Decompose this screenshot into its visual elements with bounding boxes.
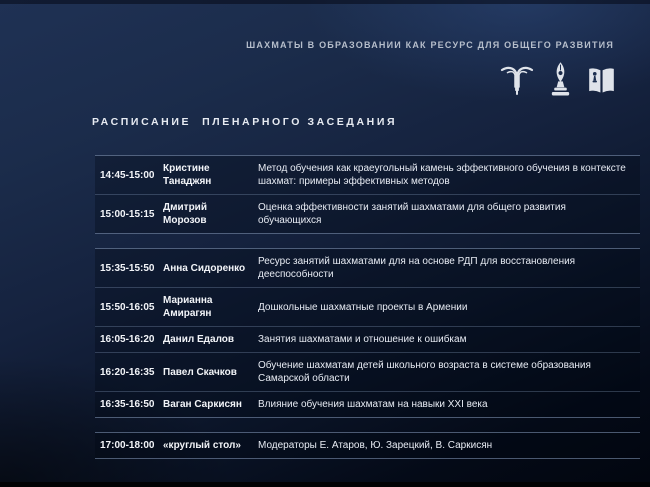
- time-cell: 14:45-15:00: [100, 169, 155, 181]
- schedule-group-1: [95, 155, 640, 234]
- schedule-group-2: [95, 248, 640, 418]
- schedule-table: [95, 155, 640, 473]
- schedule-row: [95, 287, 640, 326]
- time-cell: 15:35-15:50: [100, 262, 155, 274]
- speaker-cell: Павел Скачков: [163, 366, 237, 378]
- topic-cell: Занятия шахматами и отношение к ошибкам: [258, 334, 467, 345]
- schedule-row: [95, 352, 640, 391]
- topic-cell: Ресурс занятий шахматами для на основе РДП для восстановления дееспособности: [258, 256, 576, 280]
- schedule-row: [95, 391, 640, 417]
- schedule-row: [95, 156, 640, 194]
- top-shade-bar: [0, 0, 650, 4]
- schedule-row: [95, 249, 640, 287]
- speaker-cell: Дмитрий Морозов: [163, 202, 207, 226]
- schedule-row: [95, 433, 640, 458]
- topic-cell: Дошкольные шахматные проекты в Армении: [258, 301, 468, 313]
- speaker-cell: Ваган Саркисян: [163, 399, 242, 410]
- schedule-group-3: [95, 432, 640, 459]
- open-book-pawn-icon: [586, 65, 617, 98]
- logo-row: [499, 60, 617, 98]
- time-cell: 16:05-16:20: [100, 334, 155, 345]
- pen-nib-icon: [548, 61, 573, 98]
- speaker-cell: «круглый стол»: [163, 440, 241, 451]
- topic-cell: Модераторы Е. Атаров, Ю. Зарецкий, В. Саркисян: [258, 440, 493, 451]
- schedule-row: [95, 194, 640, 233]
- section-heading: РАСПИСАНИЕ ПЛЕНАРНОГО ЗАСЕДАНИЯ: [92, 116, 398, 128]
- speaker-cell: Марианна Амирагян: [163, 295, 213, 319]
- speaker-cell: Данил Едалов: [163, 334, 235, 345]
- schedule-row: [95, 326, 640, 352]
- topic-cell: Метод обучения как краеугольный камень эффективного обучения в контексте шахмат: примеры эффективных методов: [258, 163, 626, 187]
- speaker-cell: Анна Сидоренко: [163, 262, 246, 274]
- time-cell: 16:20-16:35: [100, 366, 155, 378]
- bottom-letterbox-bar: [0, 482, 650, 487]
- topic-cell: Обучение шахматам детей школьного возраста в системе образования Самарской области: [258, 360, 591, 384]
- topic-cell: Влияние обучения шахматам на навыки XXI века: [258, 399, 488, 410]
- time-cell: 15:50-16:05: [100, 301, 155, 313]
- speaker-cell: Кристине Танаджян: [163, 163, 212, 187]
- topic-cell: Оценка эффективности занятий шахматами для общего развития обучающихся: [258, 202, 566, 226]
- time-cell: 16:35-16:50: [100, 399, 155, 410]
- winged-column-icon: [499, 64, 535, 98]
- time-cell: 17:00-18:00: [100, 440, 155, 451]
- slide-title: ШАХМАТЫ В ОБРАЗОВАНИИ КАК РЕСУРС ДЛЯ ОБЩЕГО РАЗВИТИЯ: [246, 40, 614, 50]
- time-cell: 15:00-15:15: [100, 208, 155, 220]
